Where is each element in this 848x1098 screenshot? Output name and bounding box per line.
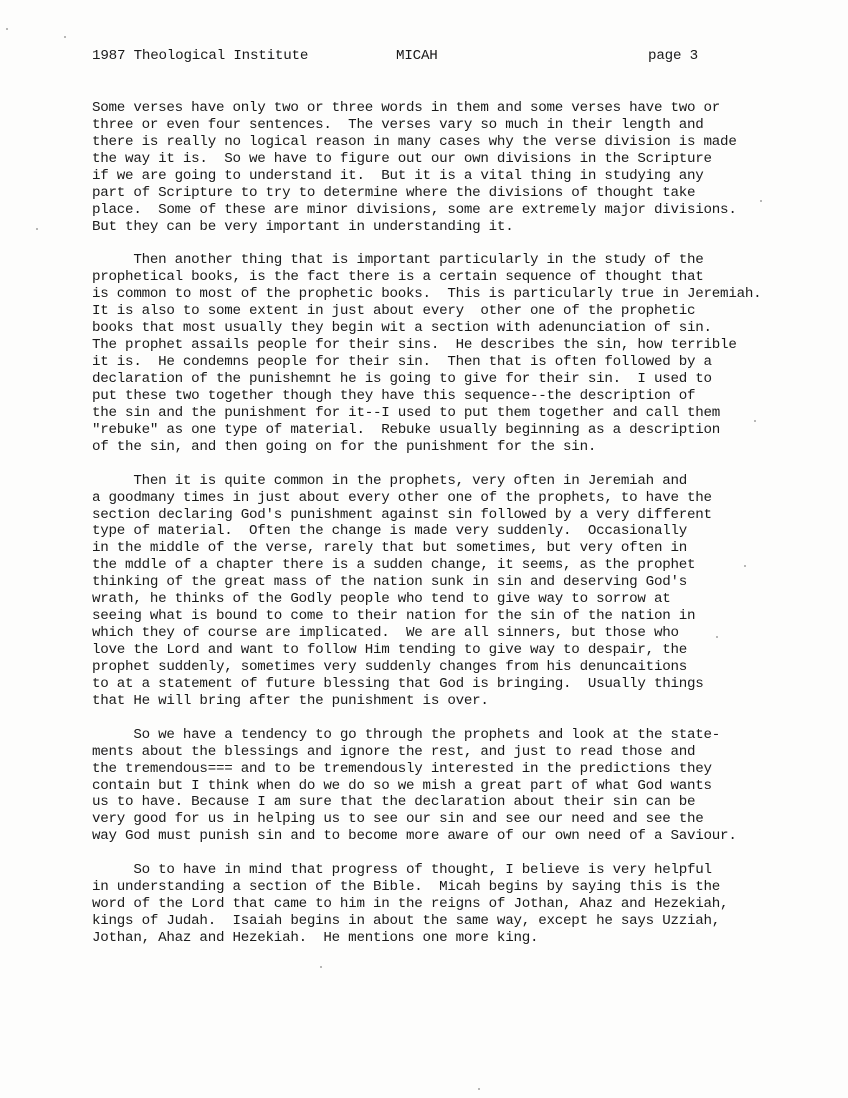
text-line: books that most usually they begin wit a section with adenunciation of sin. [92, 320, 712, 337]
text-line: Jothan, Ahaz and Hezekiah. He mentions one more king. [92, 929, 539, 946]
text-line: Some verses have only two or three words in them and some verses have two or [92, 100, 721, 116]
text-line: the mddle of a chapter there is a sudden change, it seems, as the prophet [92, 557, 696, 574]
text-line: very good for us in helping us to see our sin and see our need and see the [92, 811, 704, 828]
text-line: which they of course are implicated. We are all sinners, but those who [92, 625, 679, 642]
text-line: Then it is quite common in the prophets, very often in Jeremiah and [92, 472, 687, 489]
text-line: put these two together though they have this sequence--the description of [92, 387, 696, 404]
text-line: It is also to some extent in just about every other one of the prophetic [92, 303, 696, 320]
page-header [92, 48, 712, 68]
text-line: The prophet assails people for their sins. He describes the sin, how terrible [92, 337, 737, 354]
text-line: type of material. Often the change is made very suddenly. Occasionally [92, 523, 687, 540]
text-line: to at a statement of future blessing that God is bringing. Usually things [92, 675, 704, 692]
text-line: word of the Lord that came to him in the reigns of Jothan, Ahaz and Hezekiah, [92, 896, 729, 913]
text-line: section declaring God's punishment against sin followed by a very different [92, 506, 712, 523]
text-line: wrath, he thinks of the Godly people who tend to give way to sorrow at [92, 591, 671, 608]
text-line: But they can be very important in understanding it. [92, 218, 514, 235]
paragraph [92, 252, 772, 455]
text-line: the sin and the punishment for it--I used to put them together and call them [92, 404, 721, 421]
text-line: way God must punish sin and to become more aware of our own need of a Saviour. [92, 828, 737, 845]
text-line: place. Some of these are minor divisions, some are extremely major divisions. [92, 201, 737, 218]
text-line: prophetical books, is the fact there is a certain sequence of thought that [92, 269, 704, 286]
scan-speck [64, 36, 66, 38]
text-line: in understanding a section of the Bible. Micah begins by saying this is the [92, 879, 721, 896]
text-line: part of Scripture to try to determine where the divisions of thought take [92, 184, 696, 201]
text-line: love the Lord and want to follow Him tending to give way to despair, the [92, 642, 687, 658]
scan-speck [760, 200, 762, 202]
text-line: seeing what is bound to come to their nation for the sin of the nation in [92, 608, 696, 625]
text-line: a goodmany times in just about every other one of the prophets, to have the [92, 489, 712, 506]
text-line: thinking of the great mass of the nation sunk in sin and deserving God's [92, 574, 687, 591]
document-body [92, 100, 772, 964]
scan-speck [6, 28, 8, 30]
header-page-number: page 3 [648, 48, 698, 64]
paragraph [92, 862, 772, 947]
text-line: the way it is. So we have to figure out our own divisions in the Scripture [92, 150, 712, 167]
scan-speck [36, 228, 38, 230]
text-line: if we are going to understand it. But it is a vital thing in studying any [92, 167, 704, 184]
text-line: "rebuke" as one type of material. Rebuke usually beginning as a description [92, 421, 721, 438]
header-book-title: MICAH [396, 48, 438, 64]
scan-speck [754, 420, 756, 422]
text-line: of the sin, and then going on for the punishment for the sin. [92, 438, 597, 455]
text-line: in the middle of the verse, rarely that but sometimes, but very often in [92, 540, 687, 557]
text-line: Then another thing that is important particularly in the study of the [92, 252, 704, 269]
scan-speck [478, 1088, 480, 1090]
text-line: ments about the blessings and ignore the rest, and just to read those and [92, 743, 696, 760]
text-line: So we have a tendency to go through the prophets and look at the state- [92, 726, 721, 743]
text-line: prophet suddenly, sometimes very suddenly changes from his denuncaitions [92, 658, 687, 675]
header-institute-title: 1987 Theological Institute [92, 48, 309, 64]
paragraph [92, 727, 772, 846]
text-line: there is really no logical reason in many cases why the verse division is made [92, 133, 737, 150]
text-line: us to have. Because I am sure that the declaration about their sin can be [92, 794, 696, 811]
text-line: declaration of the punishemnt he is going to give for their sin. I used to [92, 371, 712, 387]
text-line: it is. He condemns people for their sin. Then that is often followed by a [92, 354, 712, 371]
text-line: that He will bring after the punishment is over. [92, 692, 489, 709]
text-line: contain but I think when do we do so we mish a great part of what God wants [92, 777, 712, 794]
text-line: kings of Judah. Isaiah begins in about the same way, except he says Uzziah, [92, 913, 721, 929]
scan-speck [716, 636, 718, 638]
text-line: So to have in mind that progress of thought, I believe is very helpful [92, 862, 712, 879]
paragraph [92, 100, 772, 236]
paragraph [92, 473, 772, 710]
scan-speck [320, 966, 322, 968]
text-line: the tremendous=== and to be tremendously interested in the predictions they [92, 760, 712, 777]
text-line: three or even four sentences. The verses vary so much in their length and [92, 116, 704, 133]
text-line: is common to most of the prophetic books. This is particularly true in Jeremiah. [92, 286, 762, 303]
scan-speck [744, 565, 746, 567]
